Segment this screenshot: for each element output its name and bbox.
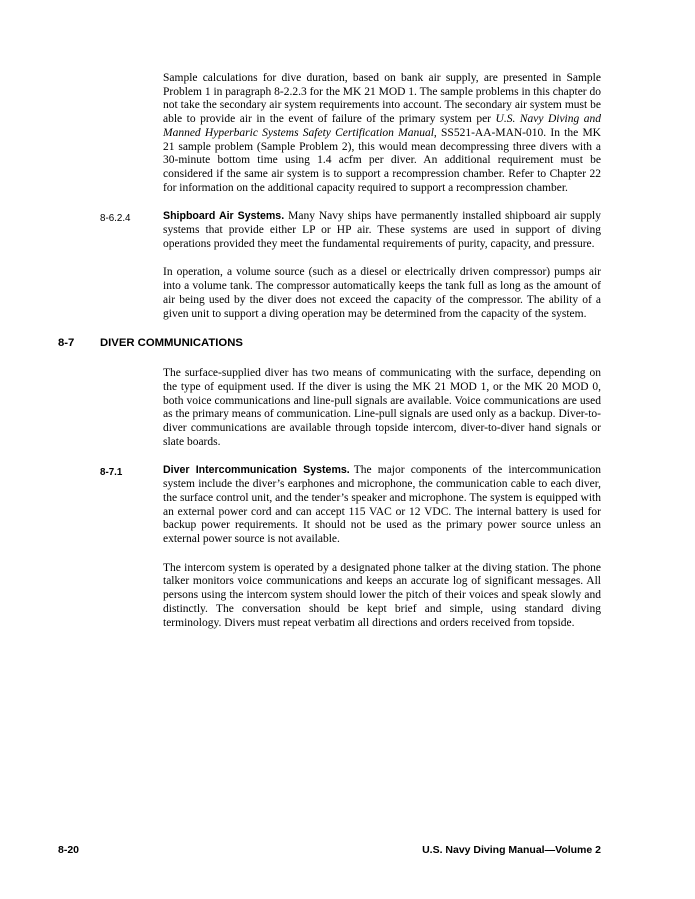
paragraph-intercom-operation: The intercom system is operated by a designated phone talker at the diving station. The phone talker monitors voice communications and keeps an accurate log of significant messages. All persons using the intercom system should lower the pitch of their voices and speak slowly and distinctly. The conversation should be kept brief and simple, using standard diving terminology. Divers must repeat verbatim all directions and orders received from topside. — [163, 561, 601, 629]
italic-manual-citation: U.S. Navy Diving and Manned Hyperbaric Systems Safety Certification Manual — [163, 113, 601, 139]
paragraph-in-operation: In operation, a volume source (such as a diesel or electrically driven compressor) pumps air into a volume tank. The compressor automatically keeps the tank full as long as the amount of air being used by the diver does not exceed the capacity of the compressor. The ability of a given unit to support a diving operation may be determined from the capacity of the system. — [163, 266, 601, 320]
section-paragraph — [163, 464, 601, 546]
section-number: 8-7.1 — [100, 466, 123, 478]
section-text: The major components of the intercommunication system include the diver’s earphones and microphone, the communication cable to each diver, the surface control unit, and the tender’s speaker and microphone. The system is equipped with an external power cord and can accept 115 VAC or 12 VDC. The internal battery is used for backup power requirements. It should not be used as the primary power source unless an external power source is not available. — [163, 464, 601, 545]
section-8-7-1 — [58, 464, 601, 546]
heading-diver-communications — [58, 336, 601, 350]
section-text: Many Navy ships have permanently installed shipboard air supply systems that provide either LP or HP air. These systems are used in support of diving operations provided they meet the fundamental requirements of purity, capacity, and pressure. — [163, 210, 601, 250]
footer-manual-title: U.S. Navy Diving Manual—Volume 2 — [422, 844, 601, 857]
section-number: 8-6.2.4 — [100, 212, 131, 224]
paragraph-text: , SS521-AA-MAN-010. In the MK 21 sample problem (Sample Problem 2), this would mean decompressing three divers with a 30-minute bottom time using 1.4 acfm per diver. An additional requirement must be considered if the same air system is to support a recompression chamber. Refer to Chapter 22 for information on the additional capacity required to support a recompression chamber. — [163, 126, 601, 194]
paragraph-sample-calculations — [163, 72, 601, 195]
heading-number: 8-7 — [58, 337, 75, 350]
heading-title: DIVER COMMUNICATIONS — [100, 337, 243, 350]
page-footer — [58, 844, 601, 858]
section-8-6-2-4 — [58, 210, 601, 251]
paragraph-text: Sample calculations for dive duration, based on bank air supply, are presented in Sample Problem 1 in paragraph 8-2.2.3 for the MK 21 MOD 1. The sample problems in this chapter do not take the secondary air system requirements into account. The secondary air system must be able to provide air in the event of failure of the primary system per — [163, 72, 601, 126]
footer-page-number: 8-20 — [58, 844, 80, 857]
section-title: Diver Intercommunication Systems. — [163, 464, 350, 477]
section-paragraph — [163, 210, 601, 251]
section-title: Shipboard Air Systems. — [163, 210, 285, 223]
paragraph-surface-supplied: The surface-supplied diver has two means of communicating with the surface, depending on the type of equipment used. If the diver is using the MK 21 MOD 1, or the MK 20 MOD 0, both voice communications and line-pull signals are available. Voice communications are used as the primary means of communication. Line-pull signals are used only as a backup. Diver-to-diver communications are available through topside intercom, diver-to-diver hand signals or slate boards. — [163, 367, 601, 448]
